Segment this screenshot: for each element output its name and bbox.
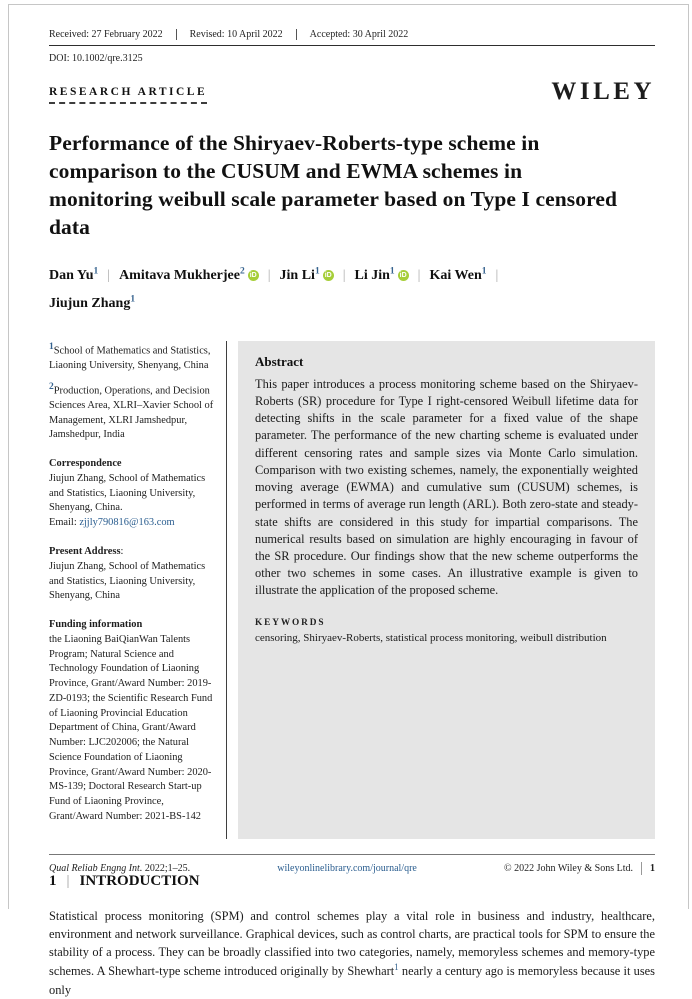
- footer-journal-link[interactable]: wileyonlinelibrary.com/journal/qre: [277, 863, 417, 874]
- column-divider: [226, 341, 227, 839]
- page-number: 1: [649, 863, 655, 874]
- affiliation-2: $^2$Production, Operations, and Decision Sciences Area, XLRI–Xavier School of Management, XLRI Jamshedpur, Jamshedpur, India: [49, 381, 214, 441]
- correspondence-heading: Correspondence: [49, 458, 122, 470]
- header-row: [49, 79, 655, 104]
- author: Dan Yu$^1$: [49, 265, 99, 283]
- email-link[interactable]: zjjly790816@163.com: [79, 517, 175, 529]
- author: Jiujun Zhang$^1$: [49, 293, 136, 311]
- orcid-icon[interactable]: iD: [249, 271, 257, 279]
- affiliation-sup: 1: [130, 293, 136, 304]
- author-separator: |: [495, 267, 499, 283]
- funding-heading: Funding information: [49, 619, 143, 631]
- affiliation-sup: 2: [239, 265, 245, 276]
- email-label: Email:: [49, 517, 80, 529]
- orcid-icon[interactable]: iD: [324, 271, 332, 279]
- abstract-heading: Abstract: [255, 353, 304, 369]
- page-number-divider: [641, 862, 642, 875]
- author: Kai Wen$^1$: [429, 265, 487, 283]
- affiliation-sup: 1: [314, 265, 320, 276]
- revised-date: Revised: 10 April 2022: [190, 29, 297, 40]
- keywords-list: censoring, Shiryaev-Roberts, statistical process monitoring, weibull distribution: [255, 631, 607, 644]
- keywords-heading: KEYWORDS: [255, 617, 326, 628]
- doi: DOI: 10.1002/qre.3125: [49, 53, 143, 64]
- author-separator: |: [417, 267, 421, 283]
- copyright-text: © 2022 John Wiley & Sons Ltd.: [504, 863, 633, 874]
- affiliation-1: $^1$School of Mathematics and Statistics, Liaoning University, Shenyang, China: [49, 341, 211, 371]
- correspondence-block: [49, 457, 216, 531]
- section-title: INTRODUCTION: [79, 872, 200, 889]
- correspondence-email-line: [49, 516, 216, 531]
- paper-title: Performance of the Shiryaev-Roberts-type scheme in comparison to the CUSUM and EWMA schemes in monitoring weibull scale parameter based on Type I censored data: [49, 131, 618, 240]
- received-date: Received: 27 February 2022: [49, 29, 177, 40]
- author-separator: |: [107, 267, 111, 283]
- section-number: 1: [49, 872, 57, 889]
- orcid-icon[interactable]: iD: [399, 271, 407, 279]
- author: Jin Li$^1$ iD: [279, 265, 332, 283]
- wiley-logo: WILEY: [551, 78, 655, 105]
- section-heading: [49, 873, 655, 890]
- citation-ref-1[interactable]: 1: [394, 962, 399, 973]
- author: Amitava Mukherjee$^2$ iD: [119, 265, 257, 283]
- dates-bar: [49, 29, 655, 46]
- authors-line-2: [49, 290, 655, 318]
- author: Li Jin$^1$ iD: [354, 265, 407, 283]
- affiliation-sup: 1: [389, 265, 395, 276]
- abstract-text: This paper introduces a process monitoring scheme based on the Shiryaev-Roberts (SR) procedure for Type I right-censored Weibull lifetime data for detecting shifts in the scale parameter for a fixed value of the shape parameter. The performance of the new charting scheme is evaluated under different censoring rates and sample sizes via Monte Carlo simulation. Comparison with two existing schemes, namely, the exponentially weighted moving average (EWMA) and cumulative sum (CUSUM) schemes, is performed in terms of average run length (ARL). Both zero-state and steady-state shifts are considered in this study for impartial comparisons. The numerical results based on simulation are highly encouraging in favour of the SR procedure. Our findings show that the new scheme outperforms the other two schemes in some cases. An illustrative example is given to illustrate the application of the proposed scheme.: [255, 376, 638, 598]
- affiliation-sup: 1: [93, 265, 99, 276]
- intro-paragraph: [49, 907, 655, 999]
- footer-citation: Qual Reliab Engng Int. 2022;1–25.: [49, 863, 191, 874]
- section-separator: |: [66, 872, 70, 889]
- article-type-label: RESEARCH ARTICLE: [49, 86, 207, 104]
- sidebar: [49, 341, 216, 839]
- author-separator: |: [267, 267, 271, 283]
- intro-text-after: nearly a century ago is memoryless because it uses only: [49, 964, 655, 997]
- affiliations: [49, 341, 216, 444]
- authors-block: [49, 262, 655, 318]
- present-address-block: [49, 545, 216, 604]
- present-address-text: Jiujun Zhang, School of Mathematics and Statistics, Liaoning University, Shenyang, China: [49, 560, 206, 602]
- article-page: [8, 4, 689, 997]
- page-footer: [49, 854, 655, 875]
- funding-block: [49, 618, 216, 825]
- footer-copyright-block: [504, 862, 655, 875]
- abstract-box: [238, 341, 655, 839]
- funding-text: the Liaoning BaiQianWan Talents Program; Natural Science and Technology Foundation of Liaoning Province, Grant/Award Number: 2019-ZD-0193; the Scientific Research Fund of Liaoning Provincial Education Department of China, Grant/Award Number: LJC202006; the Natural Science Foundation of Liaoning Province, Grant/Award Number: 2020-MS-139; Doctoral Research Start-up Fund of Liaoning Province, Grant/Award Number: 2021-BS-142: [49, 633, 213, 822]
- author-separator: |: [342, 267, 346, 283]
- authors-line-1: [49, 262, 655, 290]
- present-address-heading: Present Address:: [49, 545, 124, 557]
- correspondence-text: Jiujun Zhang, School of Mathematics and Statistics, Liaoning University, Shenyang, China.: [49, 472, 206, 514]
- intro-text-before: Statistical process monitoring (SPM) and control schemes play a vital role in business and industry, healthcare, environment and network surveillance. Graphical devices, such as control charts, are practical tools for SPM to ensure the stability of a process. They can be broadly classified into two categories, namely, memoryless schemes and memory-type schemes. A Shewhart-type scheme introduced originally by Shewhart: [49, 908, 655, 979]
- accepted-date: Accepted: 30 April 2022: [309, 29, 409, 40]
- columns: [49, 341, 655, 839]
- affiliation-sup: 1: [481, 265, 487, 276]
